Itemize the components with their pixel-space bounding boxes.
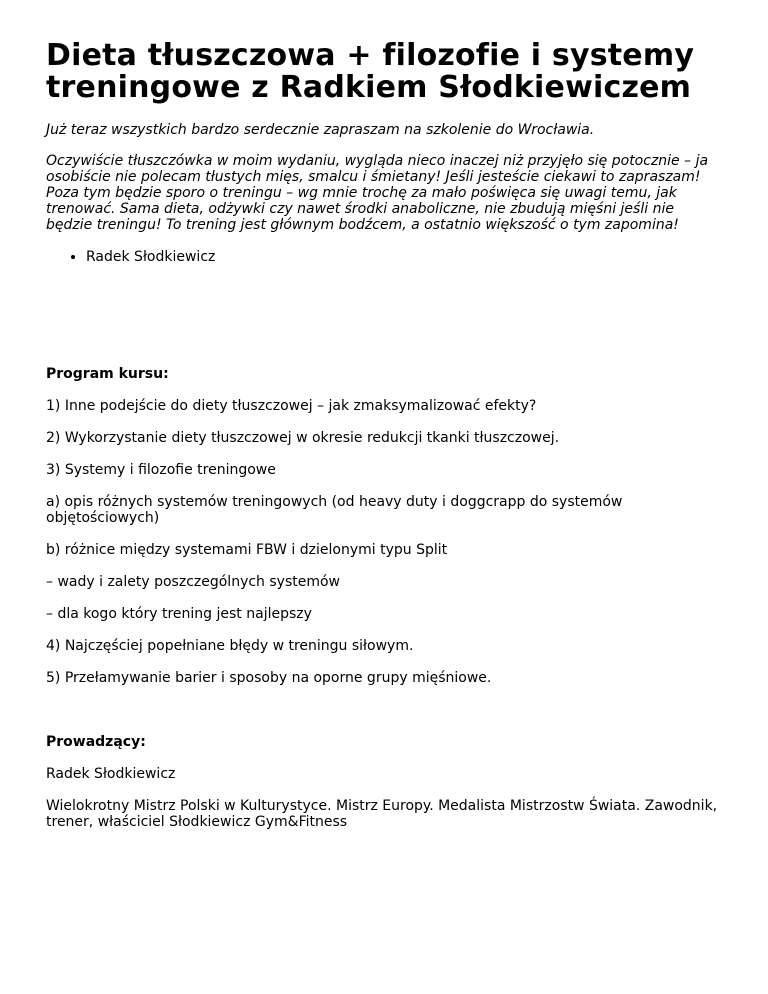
instructor-bio: Wielokrotny Mistrz Polski w Kulturystyce. Mistrz Europy. Medalista Mistrzostw Świata. Zawodnik, trener, właściciel Słodkiewicz Gym&Fitness [46, 798, 718, 830]
program-item: – wady i zalety poszczególnych systemów [46, 574, 340, 590]
instructor-heading: Prowadzący: [46, 734, 146, 750]
list-item: • Radek Słodkiewicz [86, 249, 722, 265]
program-item: 2) Wykorzystanie diety tłuszczowej w okresie redukcji tkanki tłuszczowej. [46, 430, 560, 446]
instructor-name: Radek Słodkiewicz [46, 766, 176, 782]
page-title: Dieta tłuszczowa + filozofie i systemy treningowe z Radkiem Słodkiewiczem [46, 38, 695, 105]
program-item: 3) Systemy i filozofie treningowe [46, 462, 276, 478]
program-item: 5) Przełamywanie barier i sposoby na oporne grupy mięśniowe. [46, 670, 492, 686]
image-placeholder [46, 265, 722, 366]
program-item: a) opis różnych systemów treningowych (od heavy duty i doggcrapp do systemów objętościowych) [46, 494, 623, 526]
program-item: – dla kogo który trening jest najlepszy [46, 606, 312, 622]
description-paragraph: Oczywiście tłuszczówka w moim wydaniu, wygląda nieco inaczej niż przyjęło się potocznie – ja osobiście nie polecam tłustych mięs, smalcu i śmietany! Jeśli jesteście ciekawi to zapraszam! Poza tym będzie sporo o treningu – wg mnie trochę za mało poświęca się uwagi temu, jak trenować. Sama dieta, odżywki czy nawet środki anaboliczne, nie zbudują mięśni jeśli nie będzie treningu! To trening jest głównym bodźcem, a ostatnio większość o tym zapomina! [46, 153, 709, 233]
program-item: 1) Inne podejście do diety tłuszczowej – jak zmaksymalizować efekty? [46, 398, 537, 414]
program-heading: Program kursu: [46, 366, 169, 382]
program-item: 4) Najczęściej popełniane błędy w treningu siłowym. [46, 638, 414, 654]
intro-paragraph: Już teraz wszystkich bardzo serdecznie zapraszam na szkolenie do Wrocławia. [46, 122, 595, 138]
program-item: b) różnice między systemami FBW i dzielonymi typu Split [46, 542, 448, 558]
bullet-list [46, 249, 722, 265]
